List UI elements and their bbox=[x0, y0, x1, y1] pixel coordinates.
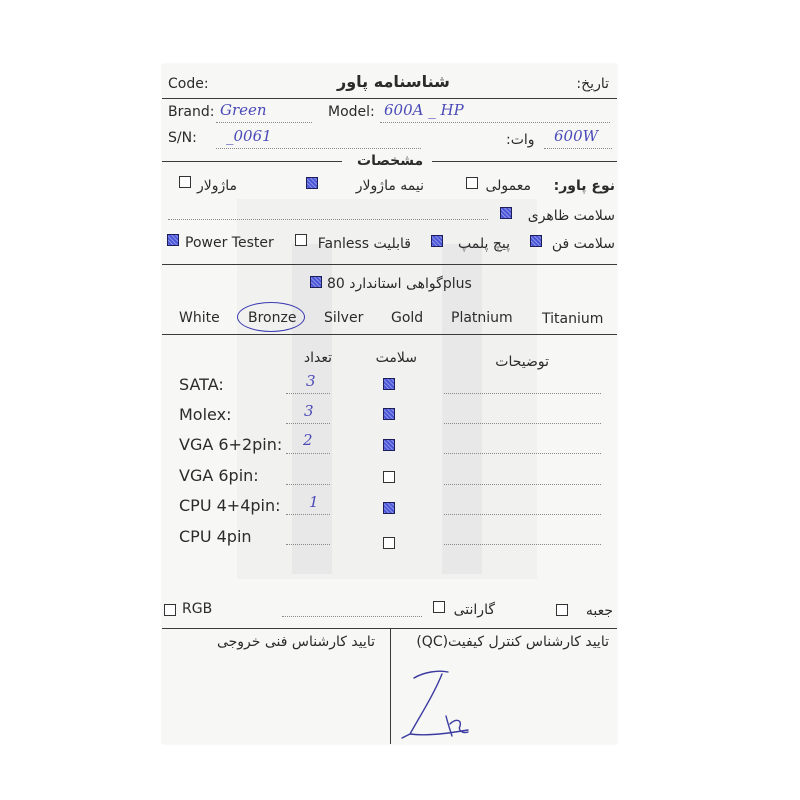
connector-notes-line[interactable] bbox=[444, 514, 601, 515]
brand-label: Brand: bbox=[168, 104, 215, 120]
connector-count[interactable]: 3 bbox=[304, 402, 314, 420]
specs-heading: مشخصات bbox=[357, 153, 424, 169]
connector-name: CPU 4pin bbox=[179, 527, 252, 546]
header-divider bbox=[162, 98, 617, 99]
type-semi-modular-checkbox[interactable] bbox=[306, 177, 318, 189]
connector-name: SATA: bbox=[179, 375, 224, 394]
box-checkbox[interactable] bbox=[556, 604, 568, 616]
selected-circle bbox=[237, 302, 305, 332]
certification-label: گواهی استاندارد 80plus bbox=[327, 276, 472, 292]
psu-id-card bbox=[162, 64, 617, 744]
check-fan-label: سلامت فن bbox=[551, 236, 615, 252]
watt-label: :وات bbox=[506, 132, 535, 148]
fanless-checkbox[interactable] bbox=[295, 234, 307, 246]
qc-approval-label: تایید کارشناس کنترل کیفیت(QC) bbox=[416, 634, 609, 650]
signature-mark bbox=[390, 660, 480, 744]
level-white[interactable]: White bbox=[179, 310, 220, 326]
rgb-checkbox[interactable] bbox=[164, 604, 176, 616]
connector-health-checkbox[interactable] bbox=[383, 439, 395, 451]
model-value[interactable]: 600A _ HP bbox=[384, 101, 464, 119]
accessory-box-label: جعبه bbox=[585, 603, 613, 619]
connector-health-checkbox[interactable] bbox=[383, 537, 395, 549]
code-label: Code: bbox=[168, 76, 209, 92]
col-health-header: سلامت bbox=[375, 350, 417, 366]
type-modular-checkbox[interactable] bbox=[179, 176, 191, 188]
connector-count[interactable]: 3 bbox=[306, 372, 316, 390]
level-bronze[interactable]: Bronze bbox=[248, 310, 297, 326]
connector-name: VGA 6+2pin: bbox=[179, 435, 283, 454]
seal-screw-checkbox[interactable] bbox=[431, 235, 443, 247]
connector-notes-line[interactable] bbox=[444, 423, 601, 424]
connector-name: CPU 4+4pin: bbox=[179, 496, 281, 515]
check-seal-screw-label: پیچ پلمپ bbox=[458, 236, 510, 252]
appearance-label: سلامت ظاهری bbox=[527, 208, 615, 224]
connector-count[interactable]: 1 bbox=[309, 493, 319, 511]
psu-type-label: نوع پاور: bbox=[553, 178, 615, 194]
level-silver[interactable]: Silver bbox=[324, 310, 364, 326]
sn-label: S/N: bbox=[168, 130, 197, 146]
watt-value[interactable]: 600W bbox=[554, 127, 599, 145]
tech-approval-label: تایید کارشناس فنی خروجی bbox=[216, 634, 375, 650]
accessory-warranty-label: گارانتی bbox=[453, 602, 495, 618]
col-count-header: تعداد bbox=[303, 350, 332, 366]
model-label: Model: bbox=[328, 104, 375, 120]
type-normal-checkbox[interactable] bbox=[466, 177, 478, 189]
type-option-normal: معمولی bbox=[485, 178, 531, 194]
connector-notes-line[interactable] bbox=[444, 453, 601, 454]
level-gold[interactable]: Gold bbox=[391, 310, 424, 326]
connector-name: Molex: bbox=[179, 405, 232, 424]
connector-notes-line[interactable] bbox=[444, 393, 601, 394]
accessory-rgb-label: RGB bbox=[182, 601, 213, 617]
power-tester-checkbox[interactable] bbox=[167, 234, 179, 246]
connector-health-checkbox[interactable] bbox=[383, 378, 395, 390]
warranty-checkbox[interactable] bbox=[433, 601, 445, 613]
connector-notes-line[interactable] bbox=[444, 484, 601, 485]
fan-checkbox[interactable] bbox=[530, 235, 542, 247]
brand-value[interactable]: Green bbox=[220, 101, 267, 119]
connector-health-checkbox[interactable] bbox=[383, 408, 395, 420]
connector-name: VGA 6pin: bbox=[179, 466, 259, 485]
check-fanless-label: قابلیت Fanless bbox=[317, 236, 411, 252]
connector-health-checkbox[interactable] bbox=[383, 471, 395, 483]
type-option-modular: ماژولار bbox=[196, 178, 237, 194]
appearance-checkbox[interactable] bbox=[500, 207, 512, 219]
connector-count[interactable]: 2 bbox=[303, 431, 313, 449]
col-notes-header: توضیحات bbox=[495, 354, 549, 370]
level-titanium[interactable]: Titanium bbox=[542, 311, 604, 327]
form-title: شناسنامه پاور bbox=[337, 72, 450, 91]
sn-value[interactable]: _0061 bbox=[226, 127, 272, 145]
check-power-tester-label: Power Tester bbox=[185, 235, 274, 251]
connector-health-checkbox[interactable] bbox=[383, 502, 395, 514]
type-option-semi-modular: نیمه ماژولار bbox=[355, 178, 424, 194]
certification-checkbox[interactable] bbox=[310, 276, 322, 288]
connector-notes-line[interactable] bbox=[444, 544, 601, 545]
level-platnium[interactable]: Platnium bbox=[451, 310, 513, 326]
date-label: تاریخ: bbox=[576, 76, 609, 92]
